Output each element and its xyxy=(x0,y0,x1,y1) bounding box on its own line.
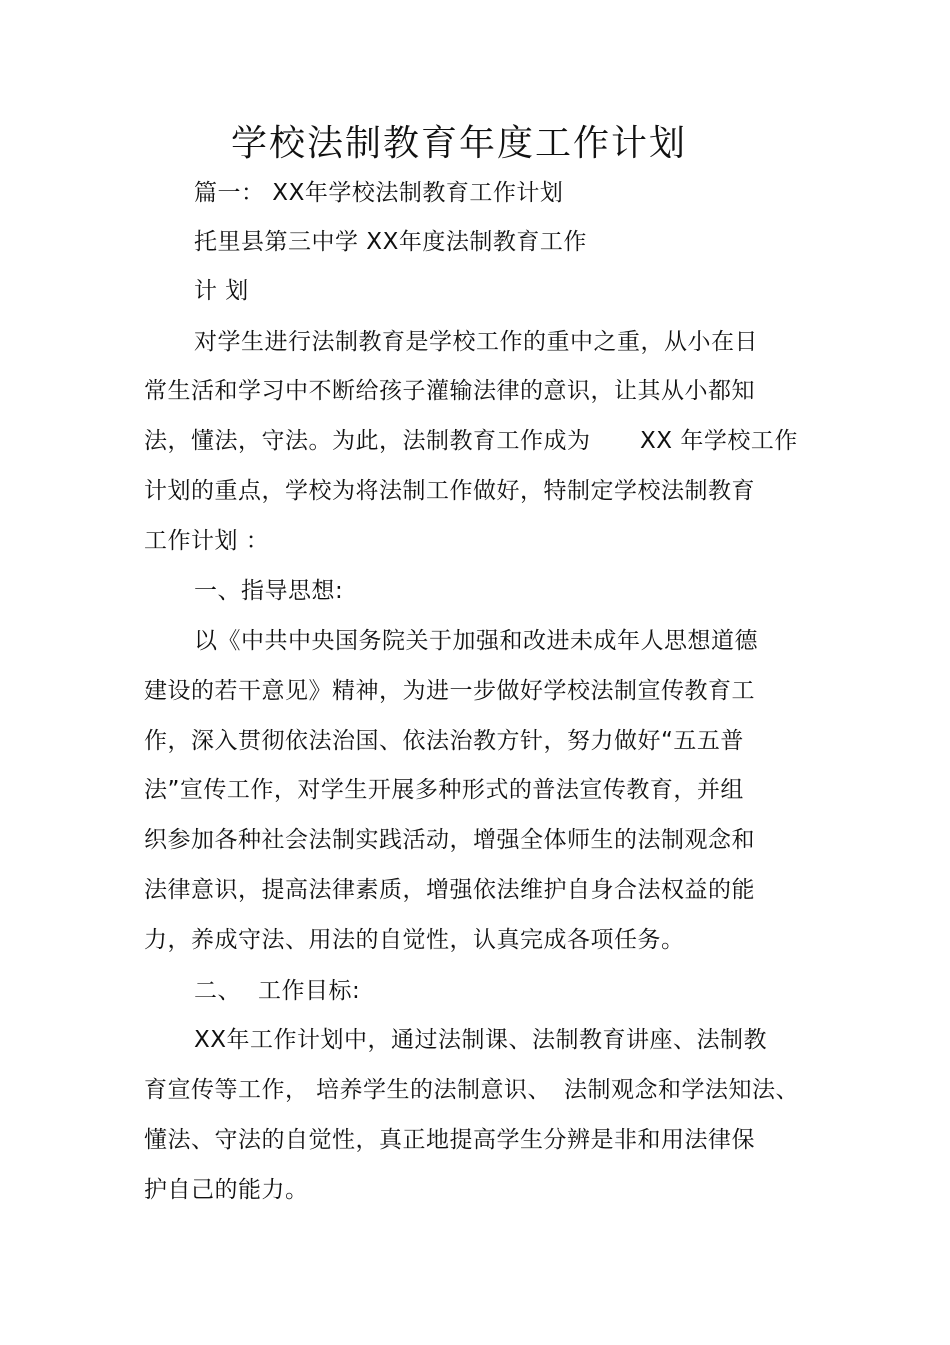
section-2-line-1: XX年工作计划中，通过法制课、法制教育讲座、法制教 xyxy=(194,1027,768,1053)
section-1-line-3: 作，深入贯彻依法治国、依法治教方针，努力做好“五五普 xyxy=(144,728,744,754)
school-line: 托里县第三中学 XX年度法制教育工作 xyxy=(194,229,587,255)
section-1-line-1: 以《中共中央国务院关于加强和改进未成年人思想道德 xyxy=(194,628,758,654)
page-title: 学校法制教育年度工作计划 xyxy=(230,123,687,164)
intro-line-5: 工作计划 ： xyxy=(144,528,270,554)
section-2-line-2b: 培养学生的法制意识、 xyxy=(316,1077,551,1103)
section-1-line-2: 建设的若干意见》精神，为进一步做好学校法制宣传教育工 xyxy=(144,678,755,704)
section-2-heading-number: 二、 xyxy=(194,978,241,1004)
plan-word: 计 划 xyxy=(194,278,249,304)
section-2-line-3: 懂法、守法的自觉性，真正地提高学生分辨是非和用法律保 xyxy=(144,1127,755,1153)
intro-line-1: 对学生进行法制教育是学校工作的重中之重，从小在日 xyxy=(194,329,758,355)
section-2-line-2a: 育宣传等工作， xyxy=(144,1077,309,1103)
section-1-line-5: 织参加各种社会法制实践活动，增强全体师生的法制观念和 xyxy=(144,827,755,853)
intro-line-3b: XX 年学校工作 xyxy=(640,428,798,454)
section-2-heading-text: 工作目标: xyxy=(258,978,361,1004)
intro-line-4: 计划的重点，学校为将法制工作做好，特制定学校法制教育 xyxy=(144,478,755,504)
subtitle: 篇一： XX年学校法制教育工作计划 xyxy=(194,180,564,206)
intro-line-3a: 法，懂法，守法。为此，法制教育工作成为 xyxy=(144,428,591,454)
intro-line-2: 常生活和学习中不断给孩子灌输法律的意识，让其从小都知 xyxy=(144,378,755,404)
section-1-line-4: 法”宣传工作，对学生开展多种形式的普法宣传教育，并组 xyxy=(144,777,744,803)
section-1-heading: 一、指导思想: xyxy=(194,578,344,604)
section-1-line-6: 法律意识，提高法律素质，增强依法维护自身合法权益的能 xyxy=(144,877,755,903)
section-2-line-4: 护自己的能力。 xyxy=(144,1177,309,1203)
section-1-line-7: 力，养成守法、用法的自觉性，认真完成各项任务。 xyxy=(144,927,685,953)
section-2-line-2c: 法制观念和学法知法、 xyxy=(564,1077,799,1103)
